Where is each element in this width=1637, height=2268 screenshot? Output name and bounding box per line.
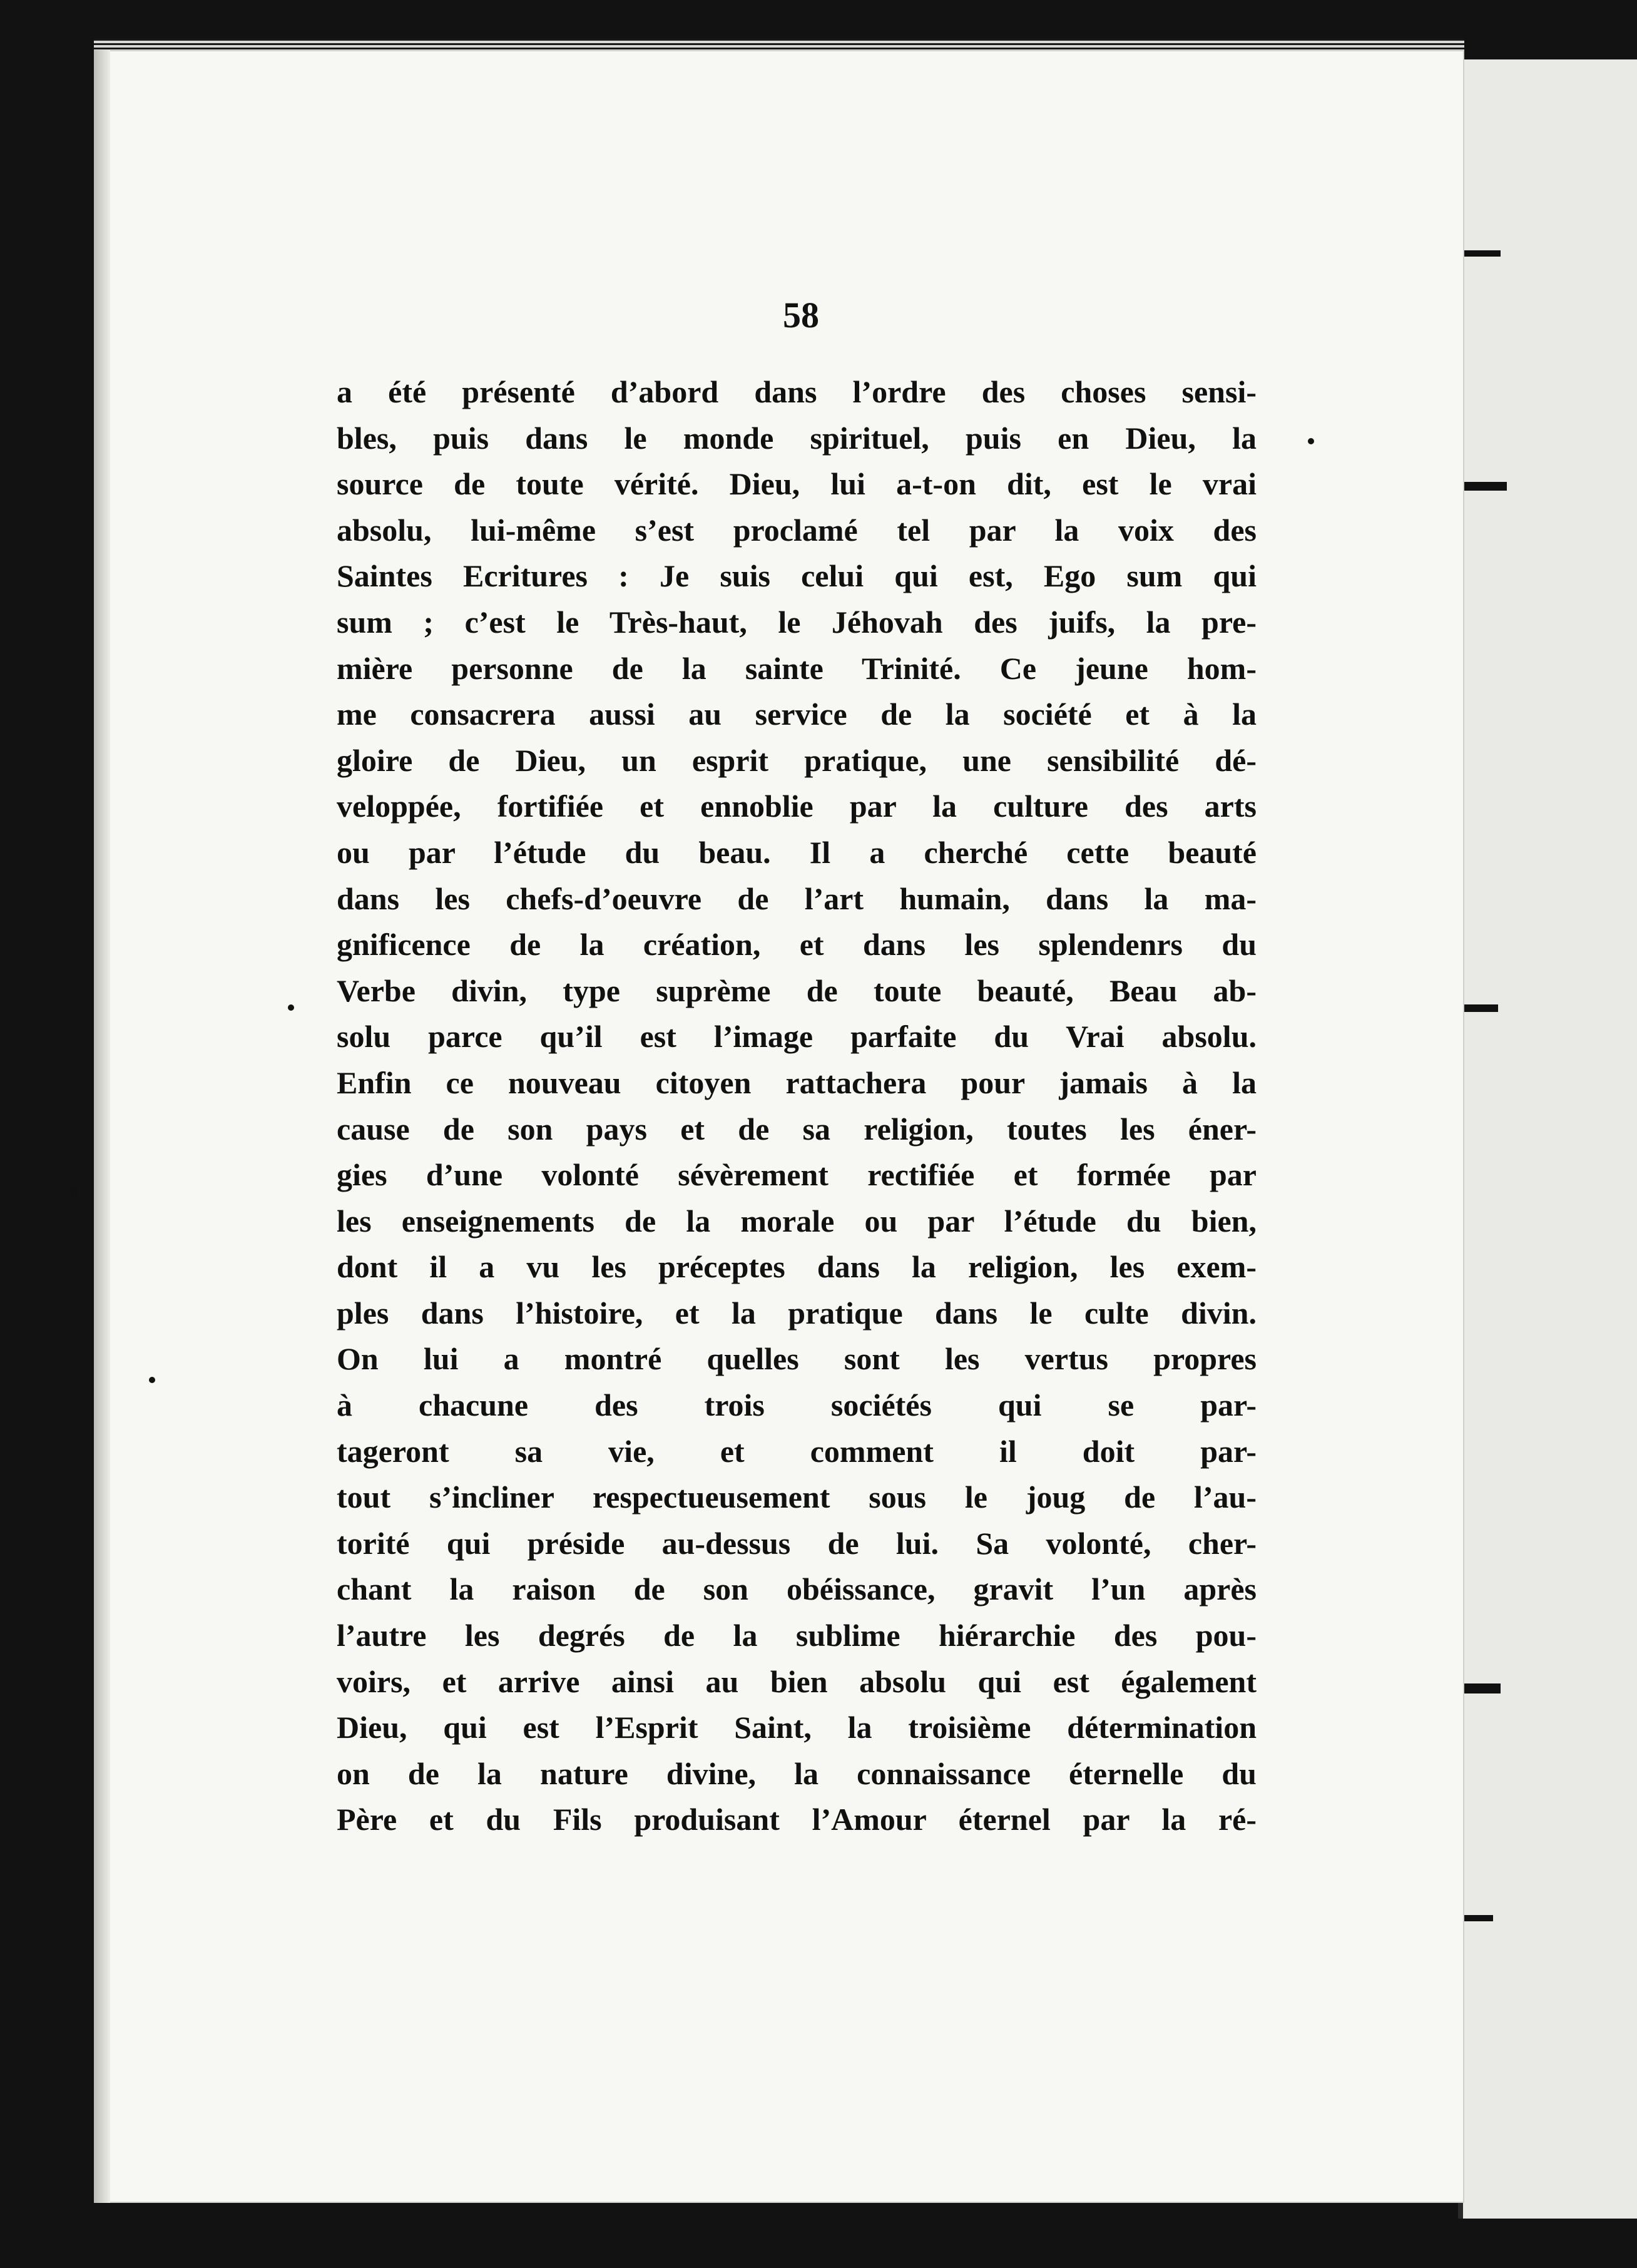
text-line: Dieu, qui est l’Esprit Saint, la troisième détermination: [337, 1710, 1257, 1745]
text-line: ples dans l’histoire, et la pratique dans le culte divin.: [337, 1295, 1257, 1331]
bleed-mark: [1463, 250, 1501, 257]
text-line: à chacune des trois sociétés qui se par-: [337, 1387, 1257, 1423]
text-line: source de toute vérité. Dieu, lui a-t-on dit, est le vrai: [337, 466, 1257, 502]
page-number: 58: [783, 295, 819, 335]
text-line: solu parce qu’il est l’image parfaite du Vrai absolu.: [337, 1019, 1257, 1055]
text-line: a été présenté d’abord dans l’ordre des choses sensi-: [337, 374, 1257, 409]
text-line: on de la nature divine, la connaissance éternelle du: [337, 1755, 1257, 1791]
text-line: gies d’une volonté sévèrement rectifiée et formée par: [337, 1157, 1257, 1193]
speck: [71, 1184, 77, 1197]
speck: [288, 1004, 294, 1011]
text-line: ou par l’étude du beau. Il a cherché cette beauté: [337, 834, 1257, 870]
text-line: sum ; c’est le Très-haut, le Jéhovah des juifs, la pre-: [337, 604, 1257, 640]
speck: [1308, 438, 1314, 444]
text-line: On lui a montré quelles sont les vertus propres: [337, 1341, 1257, 1377]
text-line: Verbe divin, type suprème de toute beauté, Beau ab-: [337, 973, 1257, 1008]
bleed-mark: [1463, 1683, 1501, 1693]
body-text: [337, 369, 1257, 1843]
text-line: Saintes Ecritures : Je suis celui qui est, Ego sum qui: [337, 558, 1257, 594]
text-line: tout s’incliner respectueusement sous le joug de l’au-: [337, 1479, 1257, 1515]
text-line: Père et du Fils produisant l’Amour éternel par la ré-: [337, 1802, 1257, 1837]
text-line: les enseignements de la morale ou par l’étude du bien,: [337, 1203, 1257, 1239]
text-line: dans les chefs-d’oeuvre de l’art humain, dans la ma-: [337, 881, 1257, 916]
text-line: bles, puis dans le monde spirituel, puis en Dieu, la: [337, 420, 1257, 456]
text-line: cause de son pays et de sa religion, toutes les éner-: [337, 1111, 1257, 1147]
text-line: me consacrera aussi au service de la société et à la: [337, 697, 1257, 732]
bleed-mark: [1463, 1915, 1493, 1921]
text-line: l’autre les degrés de la sublime hiérarchie des pou-: [337, 1618, 1257, 1653]
text-line: mière personne de la sainte Trinité. Ce jeune hom-: [337, 650, 1257, 686]
speck: [149, 1377, 155, 1383]
text-line: dont il a vu les préceptes dans la religion, les exem-: [337, 1249, 1257, 1285]
facing-page-edge: [1458, 59, 1637, 2219]
bleed-mark: [1463, 482, 1507, 491]
text-line: gnificence de la création, et dans les splendenrs du: [337, 927, 1257, 963]
text-line: gloire de Dieu, un esprit pratique, une sensibilité dé-: [337, 742, 1257, 778]
text-line: absolu, lui-même s’est proclamé tel par la voix des: [337, 512, 1257, 548]
text-line: torité qui préside au-dessus de lui. Sa volonté, cher-: [337, 1525, 1257, 1561]
text-line: Enfin ce nouveau citoyen rattachera pour jamais à la: [337, 1065, 1257, 1100]
page-gutter-shadow: [94, 50, 110, 2203]
text-line: veloppée, fortifiée et ennoblie par la culture des arts: [337, 789, 1257, 824]
bleed-mark: [1463, 1004, 1498, 1012]
text-line: tageront sa vie, et comment il doit par-: [337, 1433, 1257, 1469]
text-line: chant la raison de son obéissance, gravit l’un après: [337, 1571, 1257, 1607]
text-line: voirs, et arrive ainsi au bien absolu qui est également: [337, 1663, 1257, 1699]
